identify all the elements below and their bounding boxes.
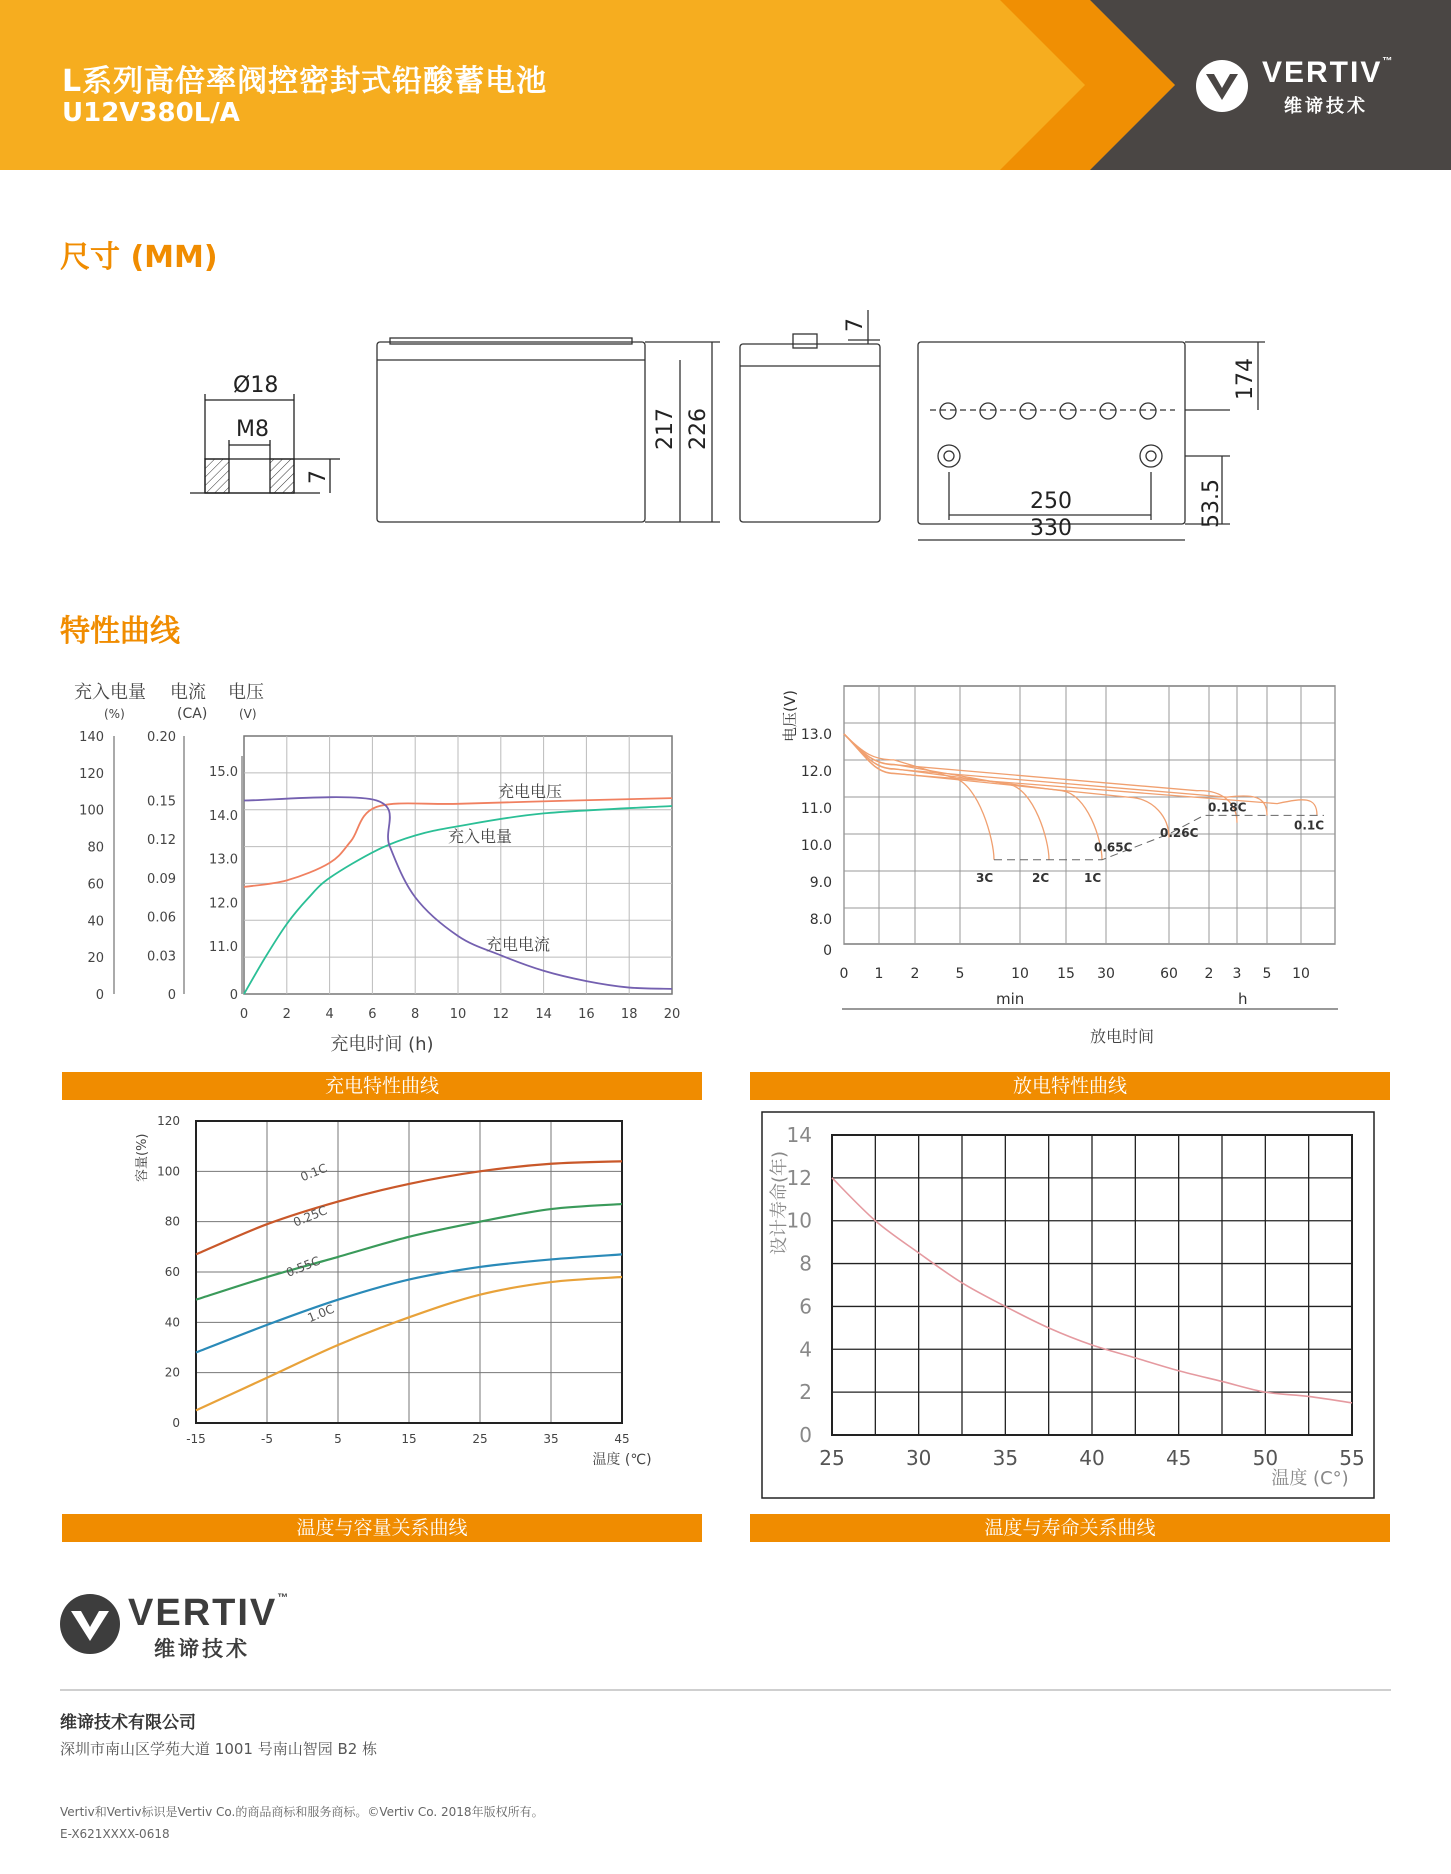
charge-x-tick: 0 — [239, 1007, 249, 1022]
discharge-unit-h: h — [1238, 990, 1248, 1008]
discharge-curve-label: 0.26C — [1160, 825, 1199, 840]
model-number: U12V380L/A — [62, 98, 240, 128]
discharge-curve-label: 0.1C — [1294, 818, 1325, 833]
charge-label-voltage: 充电电压 — [498, 782, 563, 801]
charge-capacity-tick: 80 — [87, 840, 104, 856]
life-y-axis-label: 设计寿命(年) — [769, 1150, 790, 1255]
footer-brand-name: VERTIV™ — [128, 1592, 291, 1634]
capacity-curve-label: 0.25C — [291, 1203, 330, 1230]
charge-x-axis-label: 充电时间 (h) — [330, 1034, 434, 1055]
side-top-7: 7 — [843, 318, 868, 332]
capacity-curve-label: 0.1C — [298, 1160, 330, 1185]
capacity-x-axis-label: 温度 (℃) — [592, 1452, 652, 1468]
charge-x-tick: 16 — [578, 1007, 595, 1022]
charge-x-tick: 14 — [535, 1007, 552, 1022]
charge-capacity-tick: 40 — [87, 914, 104, 930]
discharge-x-tick-min: 1 — [874, 966, 884, 982]
discharge-curve-label: 0.65C — [1094, 840, 1133, 855]
discharge-y-tick: 12.0 — [800, 764, 832, 780]
life-y-tick: 0 — [799, 1423, 812, 1447]
dimensions-section-title: 尺寸 (MM) — [60, 240, 218, 275]
discharge-y-tick: 10.0 — [800, 838, 832, 854]
discharge-series-0.26C — [844, 734, 1237, 823]
charge-header-voltage: 电压 — [228, 682, 264, 703]
discharge-unit-min: min — [996, 990, 1025, 1008]
life-y-tick: 6 — [799, 1294, 812, 1319]
capacity-y-tick: 0 — [172, 1416, 180, 1430]
vertiv-logo-icon — [1196, 60, 1248, 112]
charge-current-tick: 0.20 — [147, 730, 176, 745]
discharge-y-tick: 0 — [823, 943, 832, 959]
dimension-drawings — [0, 300, 1451, 560]
charge-unit-capacity: (%) — [104, 707, 125, 721]
charge-characteristic-chart — [62, 672, 702, 1062]
discharge-x-tick-min: 60 — [1160, 966, 1178, 982]
company-name: 维谛技术有限公司 — [60, 1713, 196, 1733]
life-x-tick: 30 — [905, 1446, 932, 1470]
top-width-250: 250 — [1030, 489, 1072, 514]
charge-capacity-tick: 0 — [95, 988, 104, 1003]
charge-current-tick: 0.03 — [147, 949, 176, 965]
capacity-x-tick: 15 — [401, 1432, 417, 1446]
capacity-x-tick: 35 — [543, 1432, 559, 1446]
charge-header-current: 电流 — [170, 682, 206, 703]
page-header — [0, 0, 1451, 170]
discharge-y-tick: 8.0 — [809, 912, 832, 928]
discharge-x-tick-min: 2 — [910, 966, 920, 982]
header-brand-name: VERTIV™ — [1262, 56, 1395, 89]
charge-x-tick: 10 — [449, 1007, 467, 1022]
discharge-characteristic-chart — [750, 672, 1390, 1062]
capacity-chart-caption: 温度与容量关系曲线 — [62, 1514, 702, 1542]
charge-x-tick: 18 — [620, 1007, 638, 1022]
charge-x-tick: 20 — [663, 1007, 681, 1022]
charge-x-tick: 6 — [368, 1007, 377, 1022]
top-view-drawing — [918, 342, 1265, 541]
footer-brand-cn: 维谛技术 — [154, 1637, 250, 1661]
discharge-chart-caption: 放电特性曲线 — [750, 1072, 1390, 1100]
life-x-tick: 50 — [1252, 1446, 1279, 1470]
capacity-curve-label: 1.0C — [305, 1301, 337, 1326]
charge-current-tick: 0 — [167, 988, 176, 1003]
life-x-tick: 35 — [992, 1446, 1019, 1470]
discharge-x-tick-min: 5 — [955, 966, 965, 982]
header-brand-cn: 维谛技术 — [1284, 96, 1368, 117]
discharge-x-axis-label: 放电时间 — [1089, 1027, 1155, 1046]
capacity-y-tick: 120 — [157, 1114, 180, 1128]
charge-current-tick: 0.15 — [147, 794, 176, 810]
charge-x-tick: 4 — [325, 1007, 334, 1022]
discharge-end-voltage-line — [994, 815, 1324, 859]
charge-voltage-tick: 13.0 — [209, 852, 238, 868]
life-x-tick: 45 — [1165, 1446, 1192, 1470]
life-y-tick: 10 — [786, 1208, 812, 1233]
charge-header-capacity: 充入电量 — [74, 682, 146, 703]
discharge-y-axis-label: 电压(V) — [781, 690, 799, 742]
charge-x-tick: 12 — [492, 1007, 510, 1022]
charge-capacity-tick: 20 — [87, 951, 104, 967]
legal-notice: Vertiv和Vertiv标识是Vertiv Co.的商品商标和服务商标。©Vertiv Co. 2018年版权所有。 — [60, 1805, 544, 1819]
curves-section-title: 特性曲线 — [60, 614, 180, 649]
temperature-capacity-chart — [62, 1110, 702, 1480]
discharge-curve-label: 3C — [976, 870, 994, 885]
discharge-x-tick-min: 10 — [1011, 966, 1029, 982]
charge-capacity-tick: 140 — [79, 730, 104, 745]
charge-voltage-tick: 12.0 — [209, 896, 238, 912]
life-x-tick: 55 — [1339, 1446, 1365, 1470]
discharge-y-tick: 11.0 — [800, 801, 832, 817]
charge-current-tick: 0.06 — [147, 910, 176, 926]
front-height-217: 217 — [653, 408, 678, 450]
capacity-x-tick: 45 — [614, 1432, 630, 1446]
charge-x-tick: 2 — [282, 1007, 291, 1022]
discharge-y-tick: 13.0 — [800, 727, 832, 743]
side-view-drawing — [740, 310, 880, 522]
terminal-outer-label: Ø18 — [233, 373, 279, 398]
life-x-tick: 25 — [819, 1446, 845, 1470]
top-width-330: 330 — [1030, 516, 1072, 541]
capacity-x-tick: 25 — [472, 1432, 488, 1446]
charge-capacity-tick: 120 — [79, 766, 104, 782]
charge-label-current: 充电电流 — [486, 935, 551, 954]
discharge-curve-label: 2C — [1032, 870, 1050, 885]
charge-voltage-tick: 14.0 — [209, 808, 238, 824]
terminal-depth-label: 7 — [306, 470, 331, 484]
capacity-y-tick: 40 — [164, 1315, 180, 1330]
document-title: L系列高倍率阀控密封式铅酸蓄电池 — [62, 64, 548, 99]
company-address: 深圳市南山区学苑大道 1001 号南山智园 B2 栋 — [60, 1740, 378, 1758]
life-x-tick: 40 — [1079, 1446, 1105, 1470]
charge-chart-caption: 充电特性曲线 — [62, 1072, 702, 1100]
discharge-x-tick-h: 5 — [1262, 966, 1272, 982]
capacity-y-tick: 80 — [164, 1214, 180, 1229]
footer-divider — [60, 1689, 1391, 1691]
capacity-x-tick: -5 — [261, 1432, 273, 1446]
front-view-drawing — [377, 338, 720, 522]
discharge-y-tick: 9.0 — [809, 875, 832, 891]
charge-current-tick: 0.12 — [147, 833, 176, 849]
discharge-series-0.65C — [844, 734, 1169, 838]
charge-current-tick: 0.09 — [147, 871, 176, 887]
front-height-226: 226 — [686, 408, 711, 450]
life-y-tick: 2 — [799, 1380, 812, 1405]
discharge-x-tick-min: 30 — [1097, 966, 1115, 982]
discharge-x-tick-h: 3 — [1232, 966, 1242, 982]
temperature-life-chart — [750, 1110, 1390, 1500]
capacity-y-tick: 100 — [157, 1164, 180, 1179]
life-y-tick: 12 — [786, 1165, 812, 1190]
document-number: E-X621XXXX-0618 — [60, 1827, 170, 1841]
charge-voltage-tick: 11.0 — [209, 940, 238, 955]
discharge-x-tick-min: 15 — [1057, 966, 1075, 982]
charge-label-capacity: 充入电量 — [448, 827, 513, 846]
capacity-y-tick: 60 — [164, 1265, 180, 1279]
charge-capacity-tick: 60 — [87, 877, 104, 893]
terminal-drawing — [190, 373, 340, 493]
charge-unit-current: (CA) — [177, 706, 208, 722]
charge-voltage-tick: 0 — [229, 988, 238, 1003]
life-chart-caption: 温度与寿命关系曲线 — [750, 1514, 1390, 1542]
discharge-curve-label: 1C — [1084, 870, 1102, 885]
capacity-y-tick: 20 — [164, 1365, 180, 1380]
discharge-x-tick-min: 0 — [839, 966, 849, 982]
discharge-x-tick-h: 2 — [1204, 966, 1214, 982]
life-y-tick: 14 — [786, 1123, 812, 1147]
life-y-tick: 4 — [799, 1337, 812, 1362]
discharge-curve-label: 0.18C — [1208, 800, 1247, 815]
capacity-curve-label: 0.55C — [284, 1253, 322, 1280]
charge-capacity-tick: 100 — [79, 803, 104, 819]
top-depth-174: 174 — [1233, 358, 1258, 400]
charge-x-tick: 8 — [411, 1007, 420, 1022]
charge-voltage-tick: 15.0 — [209, 765, 238, 780]
life-y-tick: 8 — [799, 1251, 812, 1276]
life-x-axis-label: 温度 (C°) — [1271, 1468, 1349, 1489]
top-depth-53-5: 53.5 — [1199, 479, 1224, 528]
footer-vertiv-logo-icon — [58, 1592, 122, 1656]
terminal-thread-label: M8 — [236, 417, 269, 442]
discharge-x-tick-h: 10 — [1292, 966, 1310, 982]
capacity-y-axis-label: 容量(%) — [135, 1133, 150, 1182]
capacity-x-tick: -15 — [186, 1432, 206, 1446]
charge-unit-voltage: (V) — [239, 707, 257, 721]
capacity-x-tick: 5 — [334, 1432, 342, 1446]
